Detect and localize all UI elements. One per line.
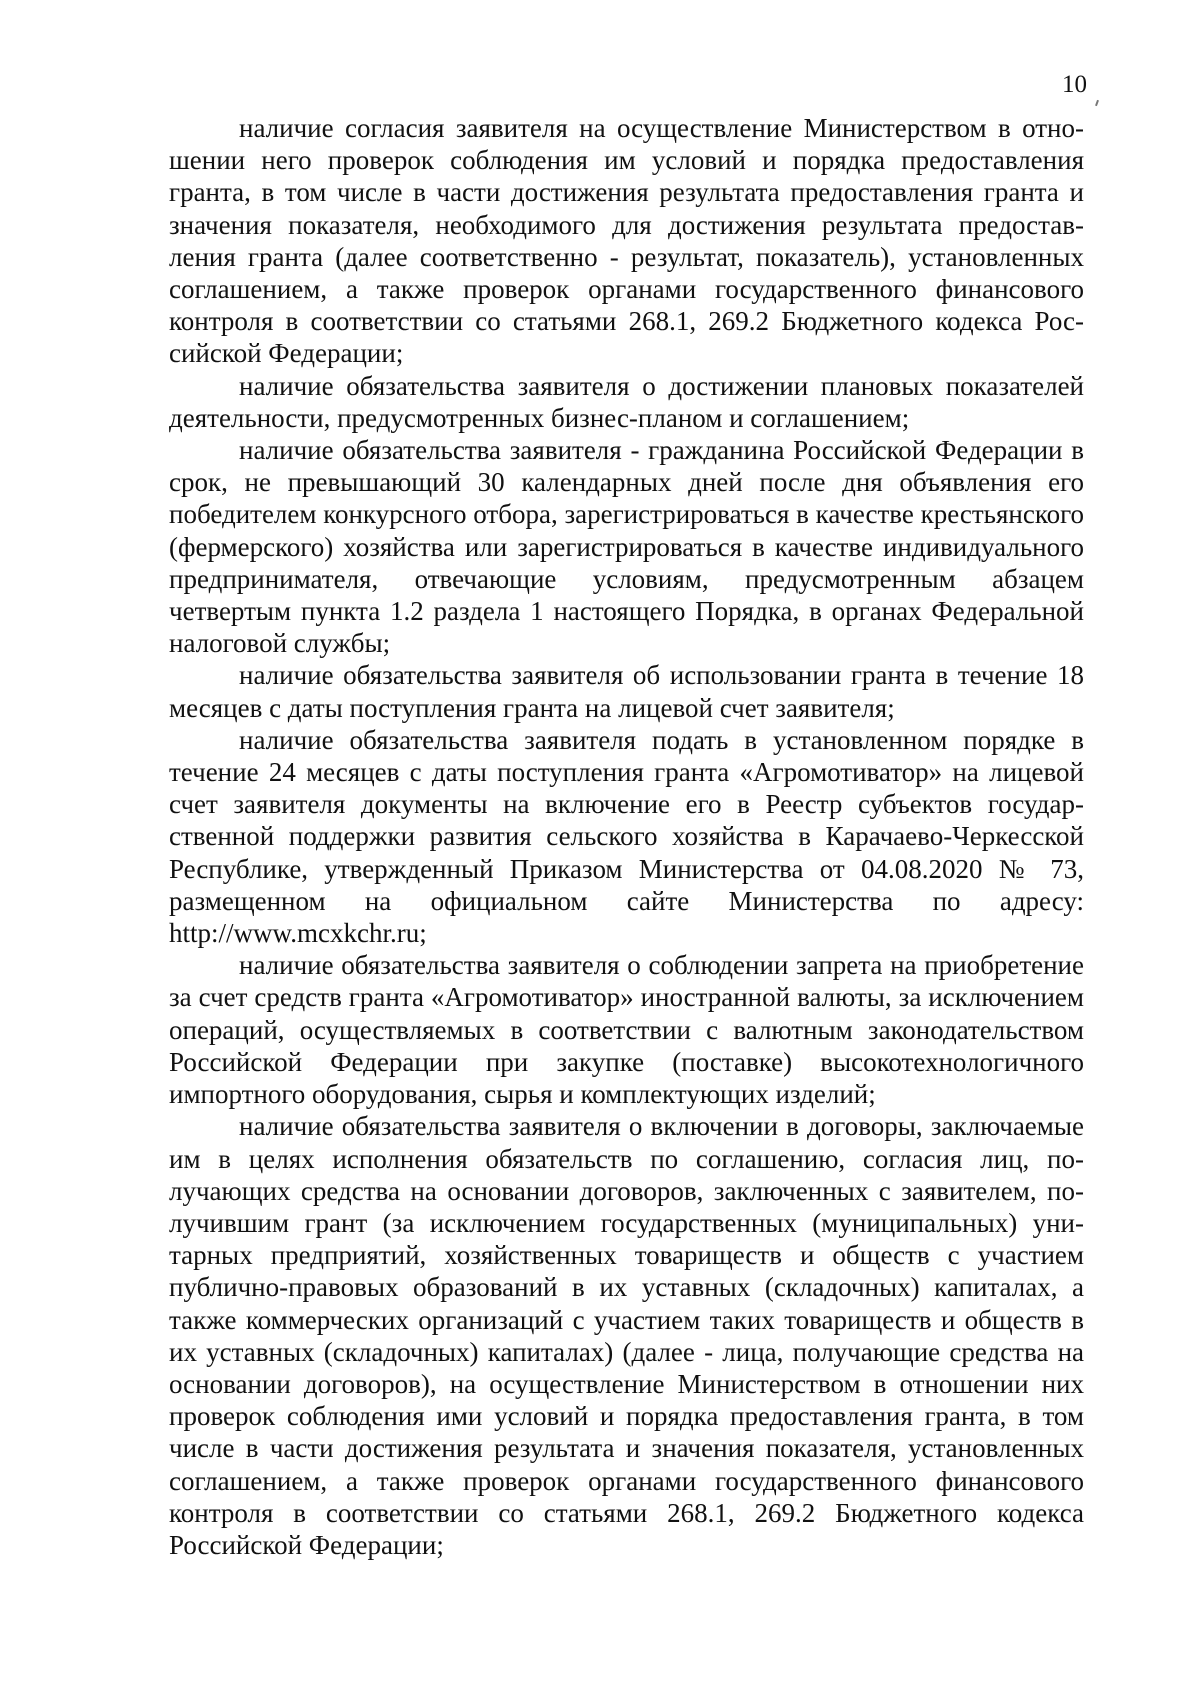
paragraph-registry-inclusion: наличие обязательства заявителя подать в установленном порядке в течение 24 месяцев с даты поступления гранта «Агромотиватор» на лицевой счет заявителя документы на включение его в Реестр субъектов государственной поддержки развития сельского хозяйства в Карачаево-Черкесской Республике, утвержденный Приказом Министерства от 04.08.2020 № 73, размещенном на официальном сайте Министерства по адресу: http://www.mcxkchr.ru; xyxy=(169,724,1084,949)
paragraph-registration-obligation: наличие обязательства заявителя - гражданина Российской Федерации в срок, не превышающий 30 календарных дней после дня объявления его победителем конкурсного отбора, зарегистрироваться в качестве крестьянского (фермерского) хозяйства или зарегистрироваться в качестве индивидуального предпринимателя, отвечающие условиям, предусмотренным абзацем четвертым пункта 1.2 раздела 1 настоящего Порядка, в органах Федеральной налоговой службы; xyxy=(169,435,1084,659)
paragraph-planned-indicators: наличие обязательства заявителя о достижении плановых показателей деятельности, предусмотренных бизнес-планом и соглашением; xyxy=(169,370,1084,433)
paragraph-contract-consent: наличие обязательства заявителя о включении в договоры, заключаемые им в целях исполнения обязательств по соглашению, согласия лиц, получающих средства на основании договоров, заключенных с заявителем, получившим грант (за исключением государственных (муниципальных) унитарных предприятий, хозяйственных товариществ и обществ с участием публично-правовых образований в их уставных (складочных) капиталах, а также коммерческих организаций с участием таких товариществ и обществ в их уставных (складочных) капиталах) (далее - лица, получающие средства на основании договоров), на осуществление Министерством в отношении них проверок соблюдения ими условий и порядка предоставления гранта, в том числе в части достижения результата и значения показателя, установленных соглашением, а также проверок органами государственного финансового контроля в соответствии со статьями 268.1, 269.2 Бюджетного кодекса Российской Федерации; xyxy=(169,1111,1084,1560)
paragraph-foreign-currency-ban: наличие обязательства заявителя о соблюдении запрета на приобретение за счет средств гранта «Агромотиватор» иностранной валюты, за исключением операций, осуществляемых в соответствии с валютным законодательством Российской Федерации при закупке (поставке) высокотехнологичного импортного оборудования, сырья и комплектующих изделий; xyxy=(169,950,1084,1110)
page-number: 10 xyxy=(1062,71,1087,98)
paragraph-consent-to-inspections: наличие согласия заявителя на осуществление Министерством в отношении него проверок соблюдения им условий и порядка предоставления гранта, в том числе в части достижения результата предоставления гранта и значения показателя, необходимого для достижения результата предоставления гранта (далее соответственно - результат, показатель), установленных соглашением, а также проверок органами государственного финансового контроля в соответствии со статьями 268.1, 269.2 Бюджетного кодекса Российской Федерации; xyxy=(169,113,1084,369)
scan-mark xyxy=(1095,100,1099,106)
body-text xyxy=(169,112,1084,1561)
paragraph-grant-usage-term: наличие обязательства заявителя об использовании гранта в течение 18 месяцев с даты поступления гранта на лицевой счет заявителя; xyxy=(169,660,1084,723)
